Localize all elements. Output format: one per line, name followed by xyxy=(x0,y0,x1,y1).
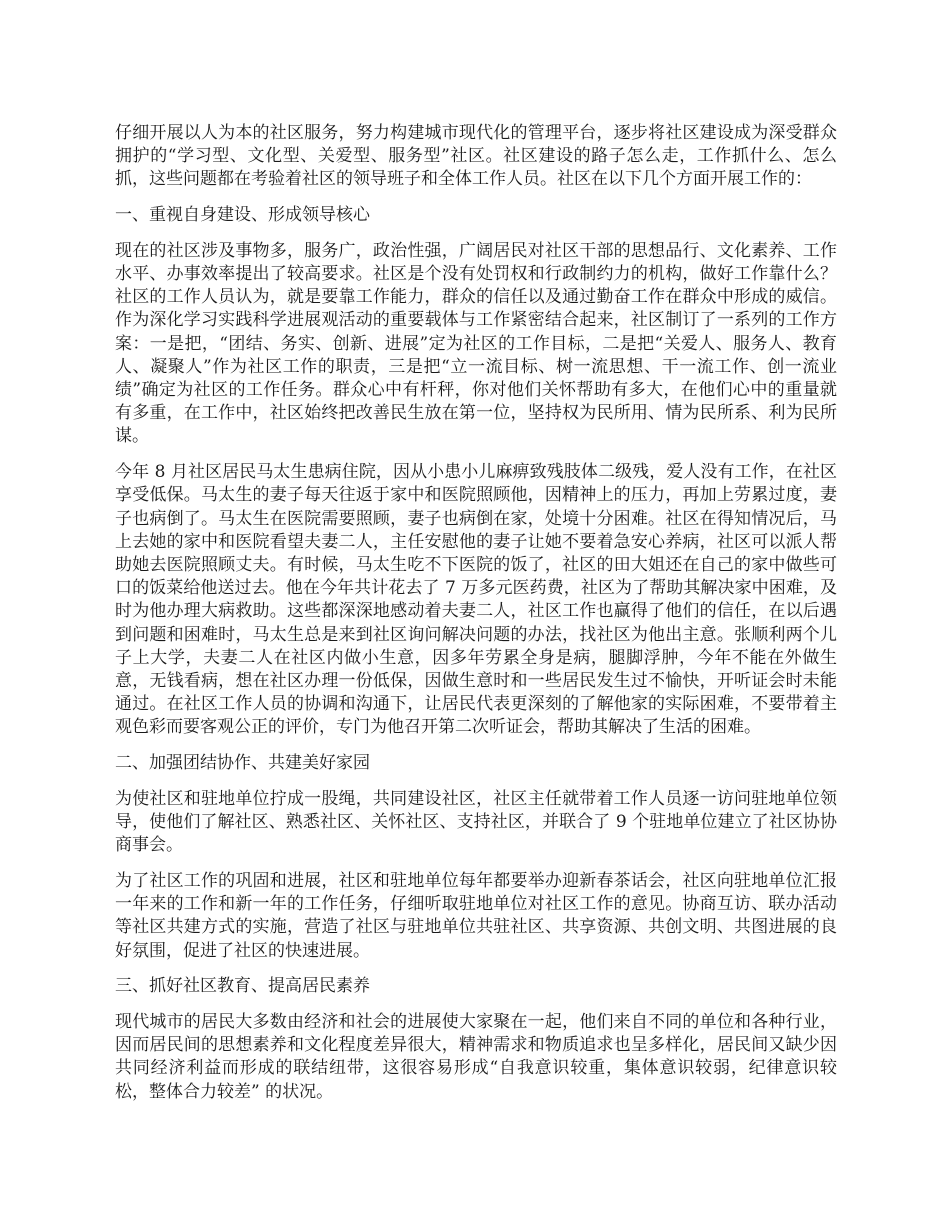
section-1-paragraph-1: 现在的社区涉及事物多，服务广，政治性强，广阔居民对社区干部的思想品行、文化素养、工作水平、办事效率提出了较高要求。社区是个没有处罚权和行政制约力的机构，做好工作靠什么？社区的工作人员认为，就是要靠工作能力，群众的信任以及通过勤奋工作在群众中形成的威信。作为深化学习实践科学进展观活动的重要载体与工作紧密结合起来，社区制订了一系列的工作方案：一是把，“团结、务实、创新、进展”定为社区的工作目标，二是把“关爱人、服务人、教育人、凝聚人”作为社区工作的职责，三是把“立一流目标、树一流思想、干一流工作、创一流业绩”确定为社区的工作任务。群众心中有杆秤，你对他们关怀帮助有多大，在他们心中的重量就有多重，在工作中，社区始终把改善民生放在第一位，坚持权为民所用、情为民所系、利为民所谋。 xyxy=(115,240,837,447)
document-body xyxy=(115,122,837,1116)
section-heading-2: 二、加强团结协作、共建美好家园 xyxy=(115,753,370,774)
intro-paragraph: 仔细开展以人为本的社区服务，努力构建城市现代化的管理平台，逐步将社区建设成为深受群众拥护的“学习型、文化型、关爱型、服务型”社区。社区建设的路子怎么走，工作抓什么、怎么抓，这些问题都在考验着社区的领导班子和全体工作人员。社区在以下几个方面开展工作的： xyxy=(115,123,837,190)
section-heading-3: 三、抓好社区教育、提高居民素养 xyxy=(115,976,370,997)
section-2-paragraph-2: 为了社区工作的巩固和进展，社区和驻地单位每年都要举办迎新春茶话会，社区向驻地单位汇报一年来的工作和新一年的工作任务，仔细听取驻地单位对社区工作的意见。协商互访、联办活动等社区共建方式的实施，营造了社区与驻地单位共驻社区、共享资源、共创文明、共图进展的良好氛围，促进了社区的快速进展。 xyxy=(115,870,837,961)
section-heading-1: 一、重视自身建设、形成领导核心 xyxy=(115,205,370,226)
section-3-paragraph-1: 现代城市的居民大多数由经济和社会的进展使大家聚在一起，他们来自不同的单位和各种行业，因而居民间的思想素养和文化程度差异很大，精神需求和物质追求也呈多样化，居民间又缺少因共同经济利益而形成的联结纽带，这很容易形成“自我意识较重，集体意识较弱，纪律意识较松，整体合力较差” 的状况。 xyxy=(115,1011,837,1102)
section-1-paragraph-2: 今年 8 月社区居民马太生患病住院，因从小患小儿麻痹致残肢体二级残，爱人没有工作，在社区享受低保。马太生的妻子每天往返于家中和医院照顾他，因精神上的压力，再加上劳累过度，妻子也病倒了。马太生在医院需要照顾，妻子也病倒在家，处境十分困难。社区在得知情况后，马上去她的家中和医院看望夫妻二人，主任安慰他的妻子让她不要着急安心养病，社区可以派人帮助她去医院照顾丈夫。有时候，马太生吃不下医院的饭了，社区的田大姐还在自己的家中做些可口的饭菜给他送过去。他在今年共计花去了 7 万多元医药费，社区为了帮助其解决家中困难，及时为他办理大病救助。这些都深深地感动着夫妻二人，社区工作也赢得了他们的信任，在以后遇到问题和困难时，马太生总是来到社区询问解决问题的办法，找社区为他出主意。张顺利两个儿子上大学，夫妻二人在社区内做小生意，因多年劳累全身是病，腿脚浮肿，今年不能在外做生意，无钱看病，想在社区办理一份低保，因做生意时和一些居民发生过不愉快，开听证会时未能通过。在社区工作人员的协调和沟通下，让居民代表更深刻的了解他家的实际困难，不要带着主观色彩而要客观公正的评价，专门为他召开第二次听证会，帮助其解决了生活的困难。 xyxy=(115,462,837,738)
section-2-paragraph-1: 为使社区和驻地单位拧成一股绳，共同建设社区，社区主任就带着工作人员逐一访问驻地单位领导，使他们了解社区、熟悉社区、关怀社区、支持社区，并联合了 9 个驻地单位建立了社区协协商事会。 xyxy=(115,788,837,856)
